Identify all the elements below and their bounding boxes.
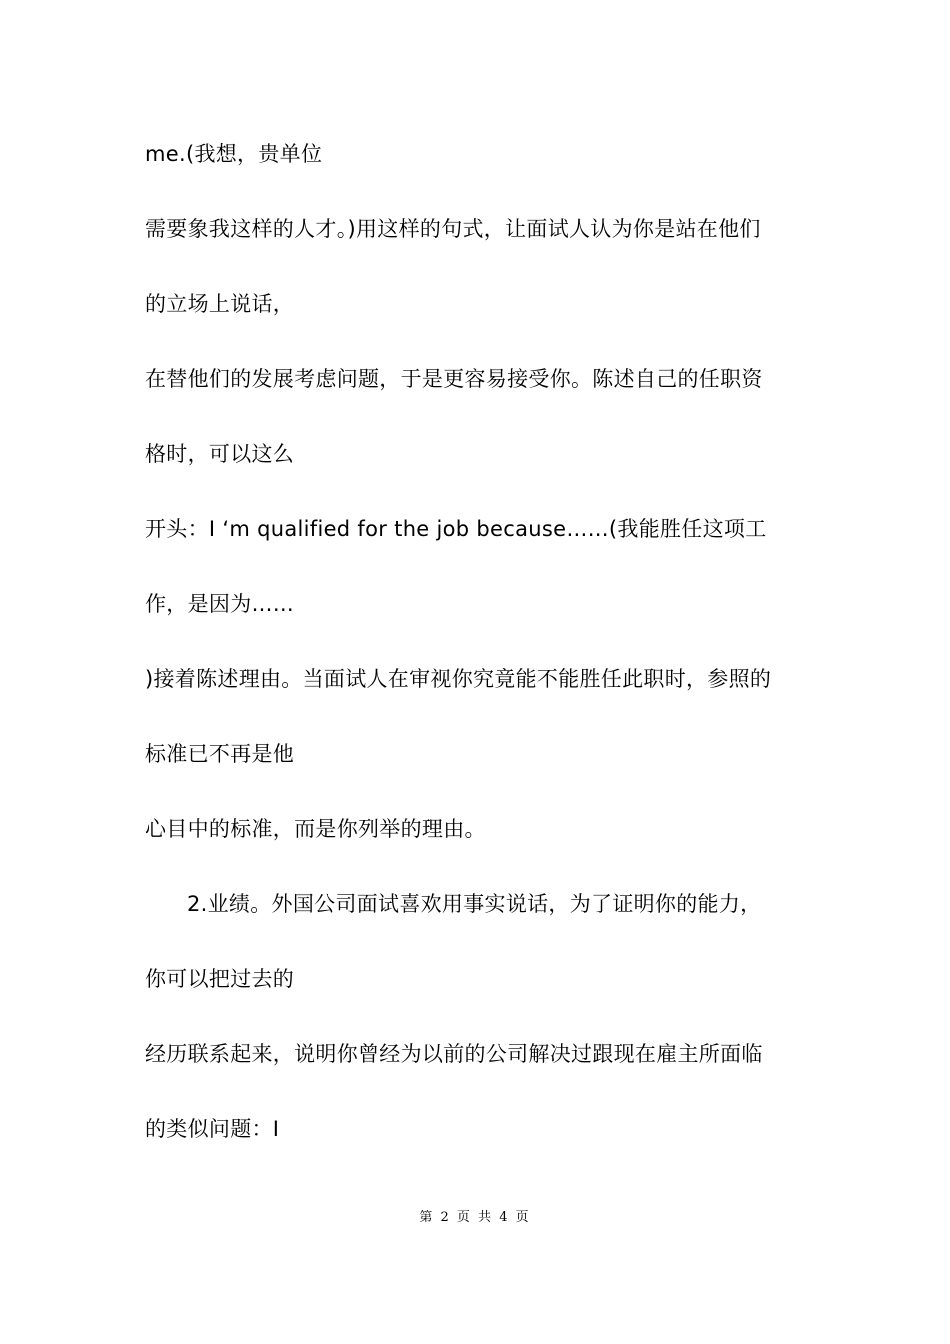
text-line: 你可以把过去的 — [145, 967, 295, 991]
text-line: 格时，可以这么 — [145, 442, 295, 466]
text-line: 需要象我这样的人才。)用这样的句式，让面试人认为你是站在他们 — [145, 217, 761, 241]
text-line: 的立场上说话， — [145, 292, 295, 316]
text-line: 在替他们的发展考虑问题，于是更容易接受你。陈述自己的任职资 — [145, 367, 763, 391]
text-line: me.(我想，贵单位 — [145, 142, 323, 166]
text-line: 标准已不再是他 — [145, 742, 295, 766]
page-number-footer: 第 2 页 共 4 页 — [419, 1210, 531, 1225]
text-line: 经历联系起来，说明你曾经为以前的公司解决过跟现在雇主所面临 — [145, 1042, 763, 1066]
text-line: 的类似问题：I — [145, 1117, 280, 1141]
text-line: )接着陈述理由。当面试人在审视你究竟能不能胜任此职时，参照的 — [145, 667, 772, 691]
text-line-indented: 2.业绩。外国公司面试喜欢用事实说话，为了证明你的能力， — [187, 892, 762, 916]
text-line: 作，是因为…… — [145, 592, 295, 616]
text-line: 心目中的标准，而是你列举的理由。 — [145, 817, 486, 841]
text-line: 开头：I ‘m qualified for the job because……(我能胜任这项工 — [145, 517, 767, 541]
